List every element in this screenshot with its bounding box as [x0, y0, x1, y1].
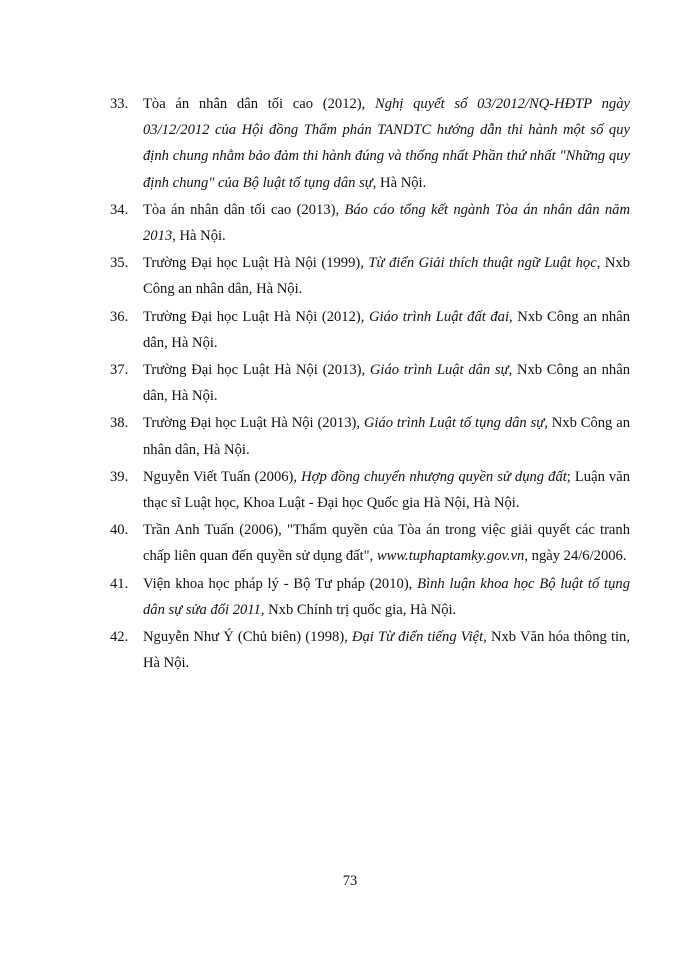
reference-title: Giáo trình Luật tố tụng dân sự: [363, 415, 545, 432]
reference-author: Trần Anh Tuấn (2006), "Thẩm quyền của Tòa án trong việc giải quyết các tranh chấp liên quan đến quyền sử dụng đất",: [143, 522, 630, 565]
reference-title: Giáo trình Luật đất đai: [369, 308, 510, 325]
reference-list: [110, 91, 630, 677]
reference-number: 35.: [110, 255, 129, 272]
reference-number: 40.: [110, 522, 129, 539]
reference-publisher: , Nxb Văn hóa thông tin, Hà Nội.: [143, 629, 630, 672]
reference-publisher: , Nxb Công an nhân dân, Hà Nội.: [143, 308, 630, 351]
reference-author: Tòa án nhân dân tối cao (2013),: [143, 201, 345, 218]
reference-title: Nghị quyết số 03/2012/NQ-HĐTP ngày 03/12/2012 của Hội đồng Thẩm phán TANDTC hướng dẫn thi hành một số quy định chung nhằm bảo đảm thi hành đúng và thống nhất Phần thứ nhất "Những quy định chung" của Bộ luật tố tụng dân sự: [143, 96, 631, 191]
reference-number: 39.: [110, 468, 129, 485]
reference-title: Giáo trình Luật dân sự,: [369, 362, 513, 379]
reference-author: Nguyễn Viết Tuấn (2006),: [143, 468, 302, 485]
reference-publisher: , Nxb Công an nhân dân, Hà Nội.: [143, 255, 630, 298]
reference-item: [110, 517, 630, 569]
reference-author: Tòa án nhân dân tối cao (2012),: [143, 96, 376, 112]
reference-item: [110, 91, 630, 196]
reference-number: 33.: [110, 96, 129, 112]
reference-item: [110, 410, 630, 462]
reference-number: 37.: [110, 362, 129, 379]
reference-author: Trường Đại học Luật Hà Nội (2013),: [143, 362, 370, 379]
reference-publisher: , ngày 24/6/2006.: [524, 548, 627, 565]
reference-title: Đại Từ điển tiếng Việt: [351, 629, 484, 646]
reference-author: Nguyễn Như Ý (Chủ biên) (1998),: [143, 629, 352, 646]
reference-number: 34.: [110, 201, 129, 218]
reference-title: Bình luận khoa học Bộ luật tố tụng dân sự sửa đổi 2011,: [143, 575, 630, 618]
reference-publisher: , Hà Nội.: [372, 174, 427, 191]
reference-publisher: , Nxb Công an nhân dân, Hà Nội.: [143, 415, 630, 458]
reference-item: [110, 250, 630, 302]
reference-publisher: ; Luận văn thạc sĩ Luật học, Khoa Luật - Đại học Quốc gia Hà Nội, Hà Nội.: [143, 468, 630, 512]
reference-author: Viện khoa học pháp lý - Bộ Tư pháp (2010),: [143, 575, 418, 592]
reference-item: [110, 304, 630, 356]
reference-number: 38.: [110, 415, 129, 432]
reference-author: Trường Đại học Luật Hà Nội (2012),: [143, 308, 370, 325]
reference-publisher: Nxb Chính trị quốc gia, Hà Nội.: [264, 601, 457, 618]
reference-publisher: Nxb Công an nhân dân, Hà Nội.: [143, 362, 630, 405]
reference-title: Báo cáo tổng kết ngành Tòa án nhân dân năm 2013: [143, 201, 631, 245]
reference-url: www.tuphaptamky.gov.vn: [376, 548, 525, 565]
reference-author: Trường Đại học Luật Hà Nội (1999),: [143, 255, 369, 272]
reference-publisher: , Hà Nội.: [172, 228, 226, 245]
reference-author: Trường Đại học Luật Hà Nội (2013),: [143, 415, 364, 432]
reference-item: [110, 197, 630, 249]
reference-item: [110, 624, 630, 676]
reference-title: Hợp đồng chuyển nhượng quyền sử dụng đất: [301, 468, 567, 485]
reference-number: 41.: [110, 575, 129, 592]
reference-item: [110, 571, 630, 623]
reference-item: [110, 464, 630, 516]
reference-number: 42.: [110, 629, 129, 646]
page-number: 73: [342, 873, 358, 889]
reference-number: 36.: [110, 308, 129, 325]
reference-title: Từ điển Giải thích thuật ngữ Luật học: [368, 255, 597, 272]
reference-item: [110, 357, 630, 409]
